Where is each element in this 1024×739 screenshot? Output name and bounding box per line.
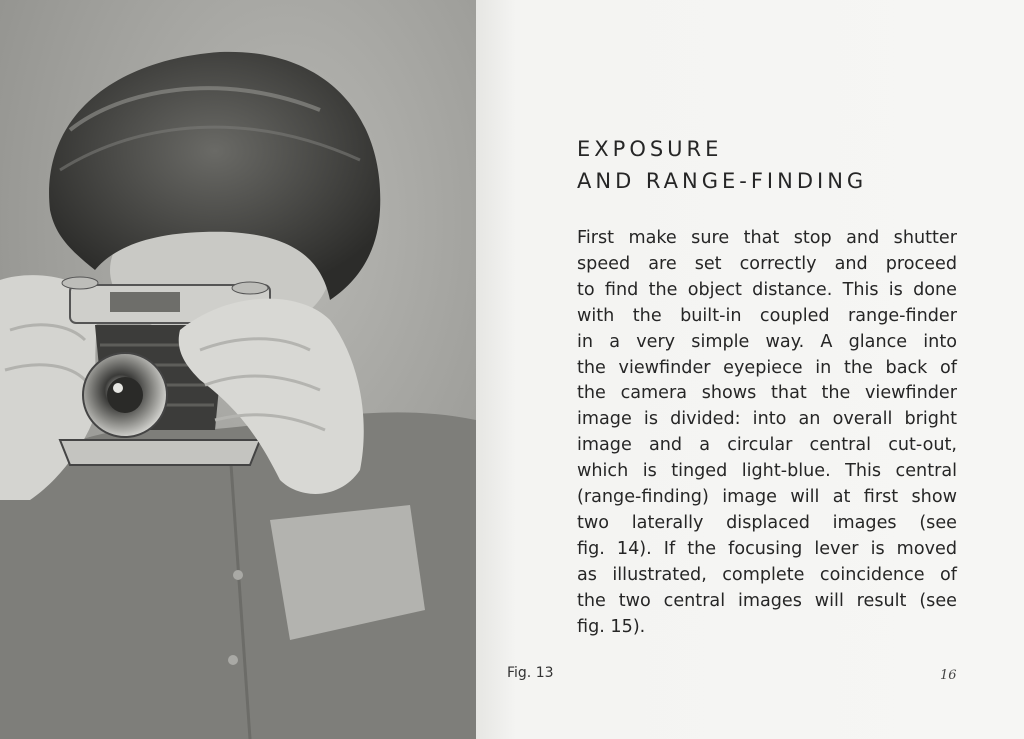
body-line: fig. 15). <box>577 616 646 637</box>
body-line: the viewfinder eyepiece in the back of <box>577 357 957 378</box>
body-line: in a very simple way. A glance into <box>577 331 957 352</box>
page-number: 16 <box>940 668 957 683</box>
figure-caption: Fig. 13 <box>507 665 554 681</box>
body-line: image is divided: into an overall bright <box>577 409 957 430</box>
body-line: which is tinged light-blue. This central <box>577 461 957 482</box>
body-line: as illustrated, complete coincidence of <box>577 564 957 585</box>
body-line: fig. 14). If the focusing lever is moved <box>577 538 957 559</box>
body-line: with the built-in coupled range-finder <box>577 305 957 326</box>
body-line: to find the object distance. This is done <box>577 279 957 300</box>
body-line: (range-finding) image will at first show <box>577 487 957 508</box>
body-line: the camera shows that the viewfinder <box>577 383 957 404</box>
body-line: image and a circular central cut-out, <box>577 435 957 456</box>
body-line: speed are set correctly and proceed <box>577 253 957 274</box>
body-line: two laterally displaced images (see <box>577 512 957 533</box>
body-line: the two central images will result (see <box>577 590 957 611</box>
heading-line-2: AND RANGE-FINDING <box>577 169 868 193</box>
body-paragraph <box>577 226 957 641</box>
heading-line-1: EXPOSURE <box>577 137 723 161</box>
photo-woman-with-camera <box>0 0 476 739</box>
camera-illustration <box>0 0 476 739</box>
body-line: First make sure that stop and shutter <box>577 228 957 248</box>
section-heading <box>577 133 867 197</box>
